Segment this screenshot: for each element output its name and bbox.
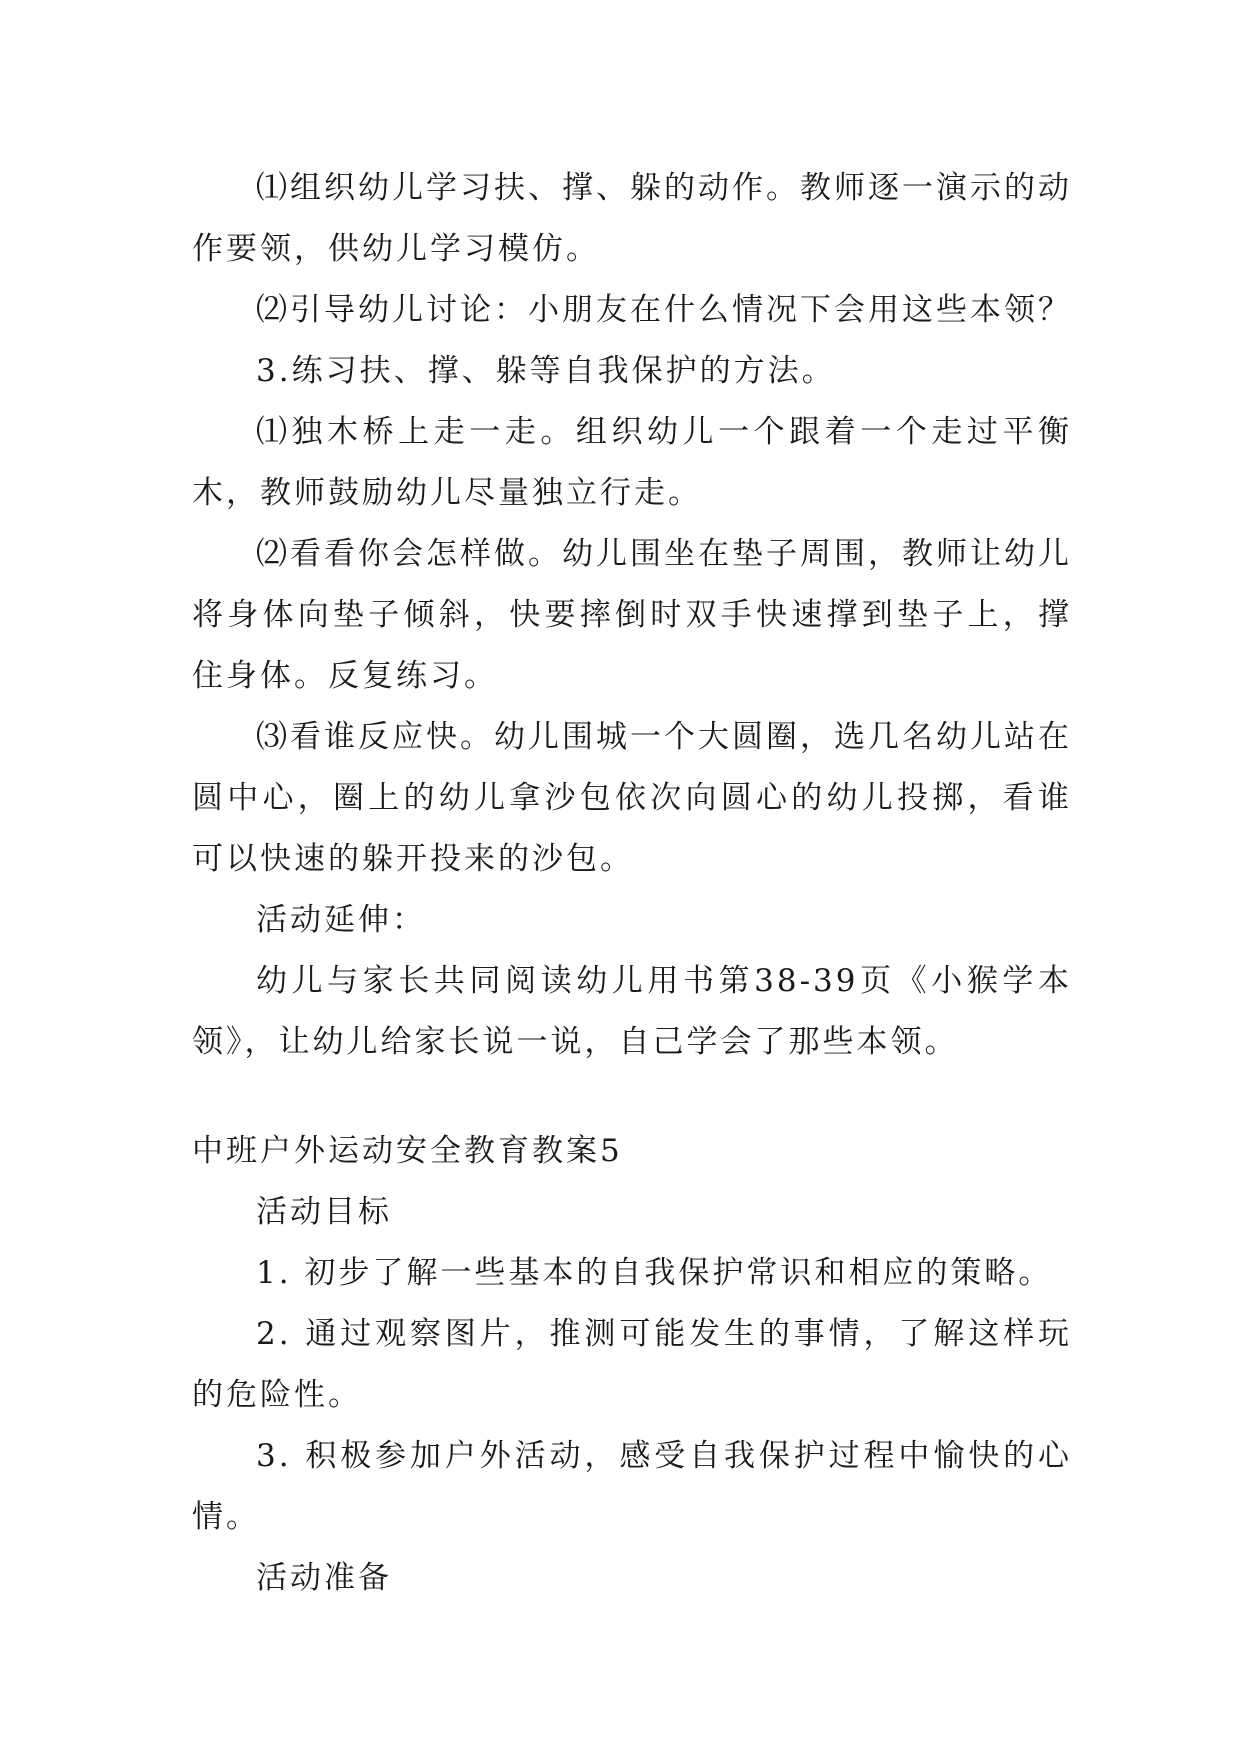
paragraph: 3. 积极参加户外活动，感受自我保护过程中愉快的心情。: [192, 1438, 1072, 1535]
document-body: [192, 158, 1072, 1609]
subheading: 活动准备: [256, 1560, 392, 1596]
paragraph: ⑴组织幼儿学习扶、撑、躲的动作。教师逐一演示的动作要领，供幼儿学习模仿。: [192, 170, 1072, 267]
paragraph: ⑴独木桥上走一走。组织幼儿一个跟着一个走过平衡木，教师鼓励幼儿尽量独立行走。: [192, 414, 1072, 511]
subheading: 活动目标: [256, 1194, 392, 1230]
paragraph: 1. 初步了解一些基本的自我保护常识和相应的策略。: [256, 1255, 1053, 1291]
paragraph: 3.练习扶、撑、躲等自我保护的方法。: [256, 353, 836, 389]
subheading: 活动延伸：: [256, 902, 426, 938]
paragraph: 幼儿与家长共同阅读幼儿用书第38-39页《小猴学本领》，让幼儿给家长说一说，自己学会了那些本领。: [192, 963, 1072, 1060]
paragraph: ⑵引导幼儿讨论：小朋友在什么情况下会用这些本领？: [256, 292, 1072, 328]
section-title: 中班户外运动安全教育教案5: [192, 1133, 623, 1169]
paragraph: 2. 通过观察图片，推测可能发生的事情，了解这样玩的危险性。: [192, 1316, 1072, 1413]
paragraph: ⑶看谁反应快。幼儿围城一个大圆圈，选几名幼儿站在圆中心，圈上的幼儿拿沙包依次向圆心的幼儿投掷，看谁可以快速的躲开投来的沙包。: [192, 719, 1072, 877]
paragraph: ⑵看看你会怎样做。幼儿围坐在垫子周围，教师让幼儿将身体向垫子倾斜，快要摔倒时双手快速撑到垫子上，撑住身体。反复练习。: [192, 536, 1072, 694]
